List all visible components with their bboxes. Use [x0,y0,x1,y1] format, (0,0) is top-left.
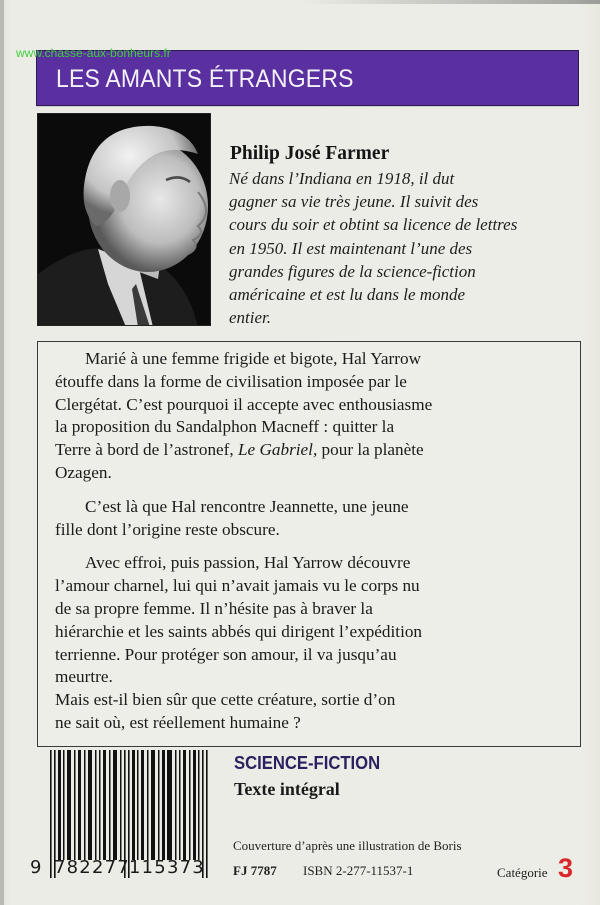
cover-edge [0,0,4,905]
summary-line: Avec effroi, puis passion, Hal Yarrow découvre [85,553,411,573]
fj-code: FJ 7787 [233,863,277,878]
summary-line: Mais est-il bien sûr que cette créature, sortie d’on [55,690,396,710]
category-number: 3 [558,853,574,883]
summary-fragment: pour la planète [317,440,424,460]
cover-credit: Couverture d’après une illustration de Boris [233,838,462,853]
summary-line: Clergétat. C’est pourquoi il accepte avec enthousiasme [55,394,433,414]
summary-line: ne sait où, est réellement humaine ? [55,712,301,732]
catalog-codes [233,863,414,879]
category-label: Catégorie [497,865,548,880]
bio-line: Né dans l’Indiana en 1918, il dut [229,169,455,188]
bio-line: entier. [229,308,272,328]
paragraph-gap [55,485,575,496]
bio-line: gagner sa vie très jeune. Il suivit des [229,192,479,212]
author-portrait-icon [38,114,211,326]
watermark-link[interactable]: www.chasse-aux-bonheurs.fr [16,46,171,60]
author-name: Philip José Farmer [230,143,390,164]
barcode-digits-left: 782277 [54,857,130,878]
edition-label: Texte intégral [234,779,340,799]
summary-line: meurtre. [55,667,113,687]
summary-line: C’est là que Hal rencontre Jeannette, une jeune [85,496,409,516]
ship-name: Le Gabriel, [238,440,318,460]
paragraph-gap [55,541,575,552]
isbn: ISBN 2-277-11537-1 [303,863,414,878]
barcode-digit-first: 9 [30,857,42,878]
summary-line [55,439,575,462]
bio-line: grandes figures de la science-fiction [229,261,476,281]
bio-line: américaine et est lu dans le monde [229,285,466,305]
summary-fragment: Terre à bord de l’astronef, [55,440,238,460]
summary-line: hiérarchie et les saints abbés qui dirigent l’expédition [55,621,423,641]
summary-line: terrienne. Pour protéger son amour, il va jusqu’au [55,644,397,664]
summary-line: Marié à une femme frigide et bigote, Hal Yarrow [85,349,422,368]
summary-line: de sa propre femme. Il n’hésite pas à braver la [55,598,373,618]
summary-line: la proposition du Sandalphon Macneff : quitter la [55,417,395,437]
bio-line: en 1950. Il est maintenant l’une des [229,238,473,258]
summary-box [37,341,581,747]
author-photo [37,113,211,326]
book-title: LES AMANTS ÉTRANGERS [56,65,354,93]
collection-label: SCIENCE-FICTION [234,752,381,773]
summary-line: l’amour charnel, lui qui n’avait jamais vu le corps nu [55,576,420,596]
summary-text [55,348,575,735]
author-bio [229,167,589,329]
summary-line: Ozagen. [55,462,112,482]
barcode-digits-right: 115373 [129,857,205,878]
bio-line: cours du soir et obtint sa licence de lettres [229,215,518,235]
summary-line: étouffe dans la forme de civilisation imposée par le [55,371,407,391]
summary-line: fille dont l’origine reste obscure. [55,519,280,539]
top-shadow [300,0,600,4]
